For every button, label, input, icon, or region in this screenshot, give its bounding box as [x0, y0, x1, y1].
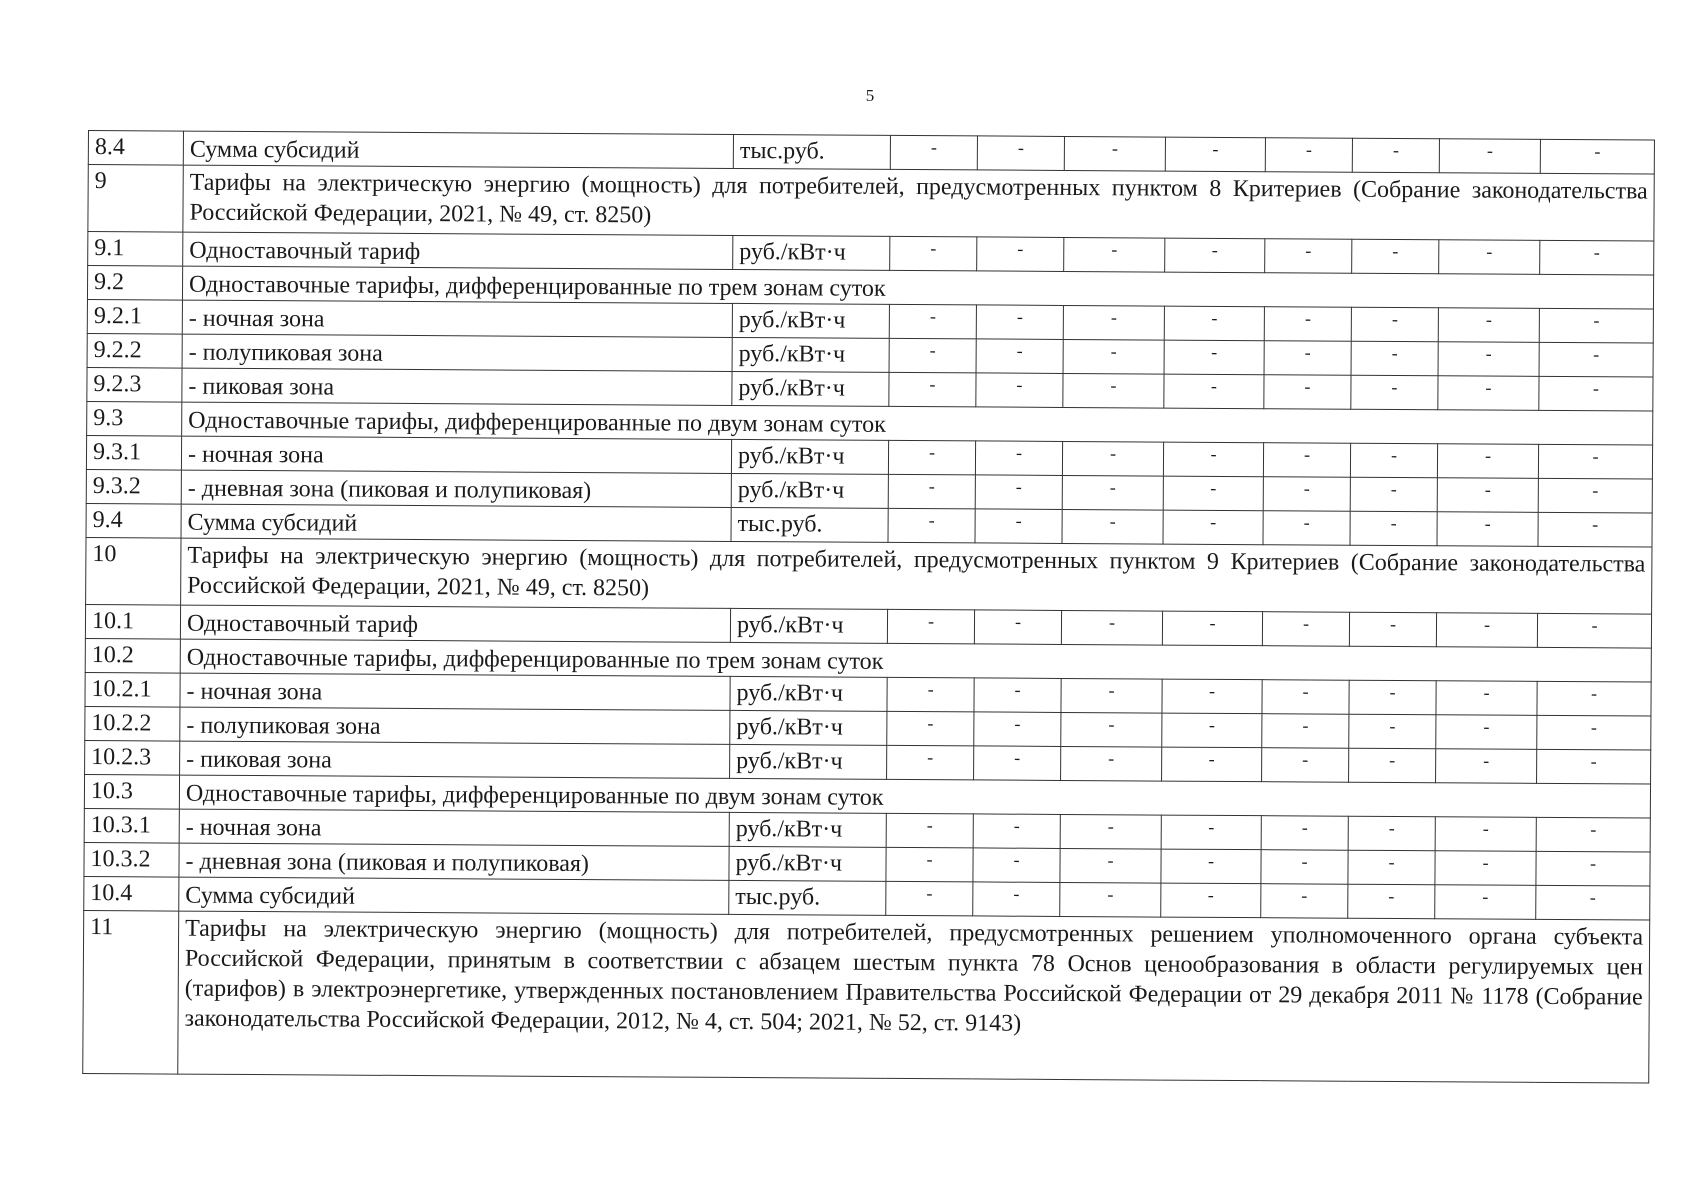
value-cell: - [1537, 715, 1651, 750]
row-name: - ночная зона [182, 300, 732, 337]
value-cell: - [1437, 444, 1538, 479]
value-cell: - [1352, 138, 1439, 173]
value-cell: - [890, 236, 977, 271]
value-cell: - [1539, 342, 1653, 377]
value-cell: - [1261, 884, 1348, 919]
value-cell: - [1263, 477, 1350, 512]
value-cell: - [1164, 340, 1264, 375]
row-unit: руб./кВт·ч [729, 812, 886, 847]
row-unit: руб./кВт·ч [731, 473, 888, 508]
value-cell: - [1351, 307, 1438, 342]
value-cell: - [1063, 373, 1164, 408]
value-cell: - [1352, 239, 1439, 274]
value-cell: - [1537, 749, 1651, 784]
value-cell: - [1350, 443, 1437, 478]
value-cell: - [890, 135, 977, 170]
value-cell: - [1061, 746, 1162, 781]
row-number: 9.3.2 [86, 469, 181, 504]
value-cell: - [1064, 237, 1165, 272]
row-unit: руб./кВт·ч [730, 744, 887, 779]
value-cell: - [1262, 612, 1349, 647]
value-cell: - [1063, 339, 1164, 374]
row-name: - полупиковая зона [182, 334, 732, 371]
value-cell: - [1351, 375, 1438, 410]
value-cell: - [1437, 478, 1538, 513]
row-name: - ночная зона [180, 673, 730, 710]
tariff-table [82, 130, 1655, 1084]
row-number: 9.2.1 [87, 299, 182, 334]
row-name: Сумма субсидий [181, 504, 731, 541]
value-cell: - [1436, 715, 1537, 750]
value-cell: - [1161, 883, 1261, 918]
value-cell: - [974, 610, 1061, 645]
value-cell: - [1261, 850, 1348, 885]
value-cell: - [1061, 678, 1162, 713]
table-row [88, 165, 1654, 242]
value-cell: - [1538, 478, 1652, 513]
row-unit: руб./кВт·ч [732, 371, 889, 406]
value-cell: - [1438, 308, 1539, 343]
value-cell: - [1349, 680, 1436, 715]
value-cell: - [1439, 139, 1540, 174]
value-cell: - [974, 746, 1061, 781]
value-cell: - [886, 813, 973, 848]
value-cell: - [1435, 817, 1536, 852]
value-cell: - [1439, 240, 1540, 275]
row-number: 9.2 [87, 266, 182, 301]
value-cell: - [1264, 307, 1351, 342]
row-name: Одноставочный тариф [180, 605, 730, 642]
row-name: - пиковая зона [182, 368, 732, 405]
value-cell: - [1349, 748, 1436, 783]
value-cell: - [1161, 849, 1261, 884]
value-cell: - [1162, 611, 1262, 646]
value-cell: - [1263, 443, 1350, 478]
value-cell: - [1540, 240, 1654, 275]
row-unit: руб./кВт·ч [732, 303, 889, 338]
table-row [86, 537, 1652, 614]
row-unit: руб./кВт·ч [729, 846, 886, 881]
value-cell: - [1064, 136, 1165, 171]
value-cell: - [1162, 713, 1262, 748]
value-cell: - [1165, 238, 1265, 273]
value-cell: - [1060, 814, 1161, 849]
value-cell: - [1538, 512, 1652, 547]
row-number: 10.3.1 [84, 808, 179, 843]
value-cell: - [973, 848, 1060, 883]
value-cell: - [1537, 613, 1651, 648]
row-name: - дневная зона (пиковая и полупиковая) [179, 843, 729, 880]
row-unit: руб./кВт·ч [730, 676, 887, 711]
row-number: 10.1 [85, 604, 180, 639]
value-cell: - [977, 136, 1064, 171]
row-number: 8.4 [88, 131, 183, 166]
row-name: Одноставочный тариф [183, 232, 733, 269]
value-cell: - [1438, 342, 1539, 377]
value-cell: - [889, 304, 976, 339]
value-cell: - [1349, 612, 1436, 647]
value-cell: - [1163, 476, 1263, 511]
value-cell: - [1435, 851, 1536, 886]
row-unit: тыс.руб. [731, 507, 888, 542]
value-cell: - [887, 745, 974, 780]
row-unit: руб./кВт·ч [730, 608, 887, 643]
row-number: 10.2.3 [85, 740, 180, 775]
table-body [83, 131, 1655, 1084]
row-name: - дневная зона (пиковая и полупиковая) [181, 470, 731, 507]
value-cell: - [976, 305, 1063, 340]
value-cell: - [1060, 882, 1161, 917]
row-number: 10.2.1 [85, 672, 180, 707]
row-name: - ночная зона [181, 436, 731, 473]
row-number: 10.2.2 [85, 706, 180, 741]
value-cell: - [1350, 511, 1437, 546]
value-cell: - [887, 711, 974, 746]
row-unit: руб./кВт·ч [732, 337, 889, 372]
value-cell: - [1438, 376, 1539, 411]
value-cell: - [889, 338, 976, 373]
value-cell: - [1262, 680, 1349, 715]
value-cell: - [1436, 681, 1537, 716]
value-cell: - [886, 847, 973, 882]
section-title: Тарифы на электрическую энергию (мощность) для потребителей, предусмотренных пунктом 8 Критериев (Собрание законодательства Российской Федерации, 2021, № 49, ст. 8250) [183, 165, 1654, 241]
row-number: 10.3.2 [84, 842, 179, 877]
row-number: 9 [88, 165, 183, 233]
value-cell: - [1351, 341, 1438, 376]
row-number: 11 [83, 910, 179, 1074]
value-cell: - [1437, 512, 1538, 547]
value-cell: - [973, 814, 1060, 849]
row-name: Сумма субсидий [179, 877, 729, 914]
row-number: 10.4 [84, 876, 179, 911]
row-name: - полупиковая зона [180, 707, 730, 744]
row-name: - пиковая зона [180, 741, 730, 778]
value-cell: - [1161, 815, 1261, 850]
value-cell: - [1262, 748, 1349, 783]
value-cell: - [1539, 308, 1653, 343]
subsection-title: Одноставочные тарифы, дифференцированные по трем зонам суток [180, 639, 1651, 682]
value-cell: - [1062, 509, 1163, 544]
value-cell: - [1436, 749, 1537, 784]
row-number: 9.1 [88, 232, 183, 267]
value-cell: - [1061, 712, 1162, 747]
value-cell: - [1536, 851, 1650, 886]
subsection-title: Одноставочные тарифы, дифференцированные по двум зонам суток [182, 402, 1653, 445]
subsection-title: Одноставочные тарифы, дифференцированные по трем зонам суток [182, 266, 1653, 309]
row-number: 9.2.3 [87, 367, 182, 402]
value-cell: - [1163, 442, 1263, 477]
value-cell: - [1536, 885, 1650, 920]
value-cell: - [1164, 306, 1264, 341]
value-cell: - [1348, 850, 1435, 885]
value-cell: - [886, 881, 973, 916]
value-cell: - [1060, 848, 1161, 883]
value-cell: - [975, 441, 1062, 476]
value-cell: - [1262, 714, 1349, 749]
row-number: 9.4 [86, 503, 181, 538]
value-cell: - [1540, 139, 1654, 174]
table-row [83, 910, 1650, 1083]
subsection-title: Одноставочные тарифы, дифференцированные по двум зонам суток [179, 775, 1650, 818]
value-cell: - [977, 237, 1064, 272]
row-name: - ночная зона [179, 809, 729, 846]
value-cell: - [974, 678, 1061, 713]
row-number: 9.3 [87, 401, 182, 436]
value-cell: - [1538, 444, 1652, 479]
value-cell: - [1348, 816, 1435, 851]
section-title: Тарифы на электрическую энергию (мощность) для потребителей, предусмотренных пунктом 9 Критериев (Собрание законодательства Российской Федерации, 2021, № 49, ст. 8250) [181, 538, 1652, 614]
value-cell: - [1263, 511, 1350, 546]
row-number: 10 [86, 537, 181, 605]
value-cell: - [888, 508, 975, 543]
value-cell: - [1435, 885, 1536, 920]
value-cell: - [1537, 681, 1651, 716]
value-cell: - [889, 372, 976, 407]
row-unit: руб./кВт·ч [731, 439, 888, 474]
page-number: 5 [865, 86, 875, 105]
row-unit: тыс.руб. [729, 880, 886, 915]
value-cell: - [976, 373, 1063, 408]
value-cell: - [1536, 817, 1650, 852]
value-cell: - [888, 440, 975, 475]
value-cell: - [1436, 613, 1537, 648]
value-cell: - [1265, 239, 1352, 274]
section-title: Тарифы на электрическую энергию (мощность) для потребителей, предусмотренных решением уполномоченного органа субъекта Российской Федерации, принятым в соответствии с абзацем шестым пункта 78 Основ ценообразования в области регулируемых цен (тарифов) в электроэнергетике, утвержденных постановлением Правительства Российской Федерации от 29 декабря 2011 № 1178 (Собрание законодательства Российской Федерации, 2012, № 4, ст. 504; 2021, № 52, ст. 9143) [178, 911, 1650, 1083]
row-name: Сумма субсидий [183, 131, 733, 168]
row-number: 10.2 [85, 638, 180, 673]
value-cell: - [974, 712, 1061, 747]
value-cell: - [1350, 477, 1437, 512]
row-number: 9.3.1 [86, 435, 181, 470]
value-cell: - [1539, 376, 1653, 411]
value-cell: - [1264, 341, 1351, 376]
value-cell: - [1162, 679, 1262, 714]
value-cell: - [1261, 816, 1348, 851]
value-cell: - [1062, 475, 1163, 510]
value-cell: - [975, 509, 1062, 544]
value-cell: - [1063, 305, 1164, 340]
row-unit: тыс.руб. [733, 134, 890, 169]
value-cell: - [1264, 375, 1351, 410]
value-cell: - [888, 474, 975, 509]
value-cell: - [1165, 137, 1265, 172]
value-cell: - [1163, 510, 1263, 545]
row-unit: руб./кВт·ч [730, 710, 887, 745]
value-cell: - [1061, 610, 1162, 645]
value-cell: - [1265, 138, 1352, 173]
value-cell: - [1349, 714, 1436, 749]
value-cell: - [1164, 374, 1264, 409]
value-cell: - [973, 882, 1060, 917]
value-cell: - [976, 339, 1063, 374]
row-unit: руб./кВт·ч [733, 235, 890, 270]
value-cell: - [887, 609, 974, 644]
value-cell: - [1062, 441, 1163, 476]
value-cell: - [1348, 884, 1435, 919]
value-cell: - [887, 677, 974, 712]
value-cell: - [1162, 747, 1262, 782]
row-number: 10.3 [84, 774, 179, 809]
row-number: 9.2.2 [87, 333, 182, 368]
value-cell: - [975, 475, 1062, 510]
